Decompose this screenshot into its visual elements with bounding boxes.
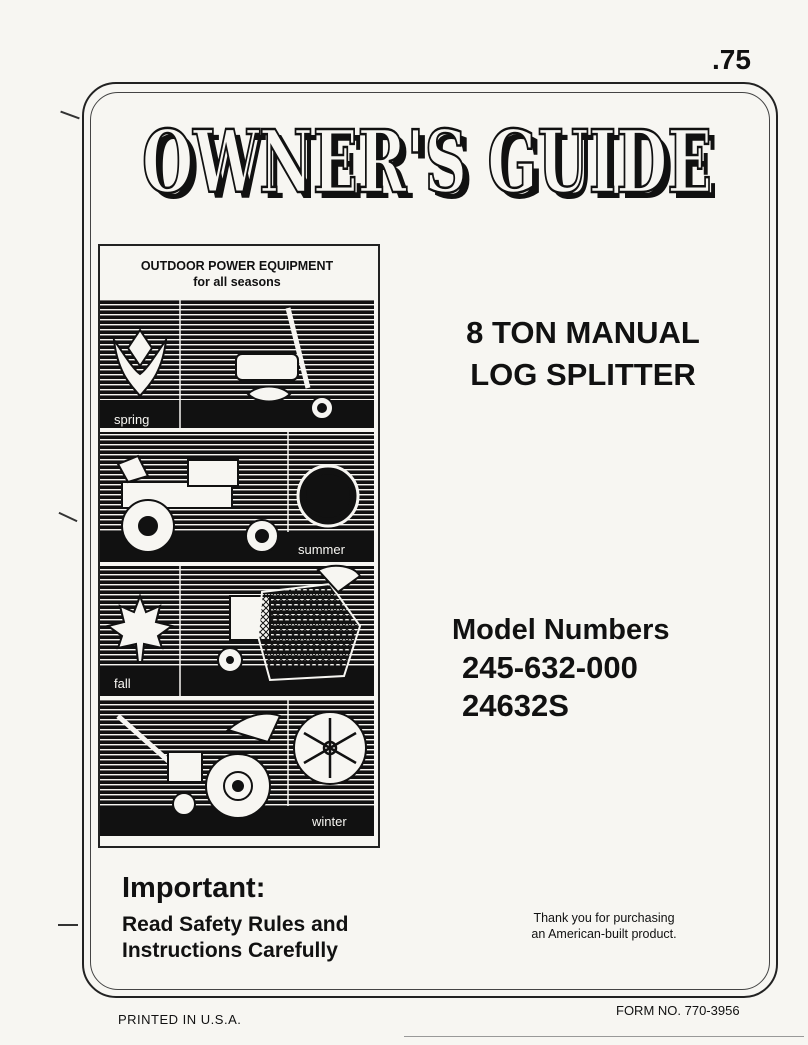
important-heading: Important:	[122, 872, 266, 904]
season-panels	[98, 296, 376, 838]
summer-label: summer	[298, 542, 345, 557]
thanks-line2: an American-built product.	[531, 927, 677, 941]
product-line1: 8 TON MANUAL	[466, 315, 700, 350]
owners-guide-title	[140, 120, 730, 216]
binder-mark	[58, 924, 78, 926]
product-line2: LOG SPLITTER	[470, 357, 696, 392]
model-numbers-label: Model Numbers	[452, 614, 670, 646]
printed-in-usa: PRINTED IN U.S.A.	[118, 1012, 242, 1027]
fall-label: fall	[114, 676, 131, 691]
winter-label: winter	[312, 814, 347, 829]
price: .75	[712, 44, 751, 75]
snowflake-icon	[294, 712, 366, 784]
summer-panel	[100, 432, 374, 562]
instructions-line2: Instructions Carefully	[122, 939, 338, 962]
model-number-1: 245-632-000	[462, 650, 638, 685]
thanks-note	[494, 910, 714, 942]
form-number: FORM NO. 770-3956	[616, 1003, 740, 1018]
bottom-rule	[404, 1036, 804, 1037]
fall-panel	[100, 566, 374, 696]
thanks-line1: Thank you for purchasing	[533, 911, 675, 925]
model-number-2: 24632S	[462, 688, 569, 723]
instructions-line1: Read Safety Rules and	[122, 913, 349, 936]
sun-icon	[298, 466, 358, 526]
binder-mark	[59, 512, 78, 522]
title-text: OWNER'S GUIDE	[142, 120, 712, 213]
spring-panel	[100, 300, 374, 428]
season-heading	[98, 258, 376, 290]
spring-label: spring	[114, 412, 150, 427]
title-shadow: OWNER'S GUIDE	[148, 120, 718, 216]
important-instructions	[122, 912, 348, 964]
winter-panel	[100, 700, 374, 836]
product-title	[448, 312, 718, 396]
season-heading-line1: OUTDOOR POWER EQUIPMENT	[140, 259, 334, 273]
binder-mark	[60, 111, 79, 120]
season-heading-line2: for all seasons	[193, 275, 281, 289]
